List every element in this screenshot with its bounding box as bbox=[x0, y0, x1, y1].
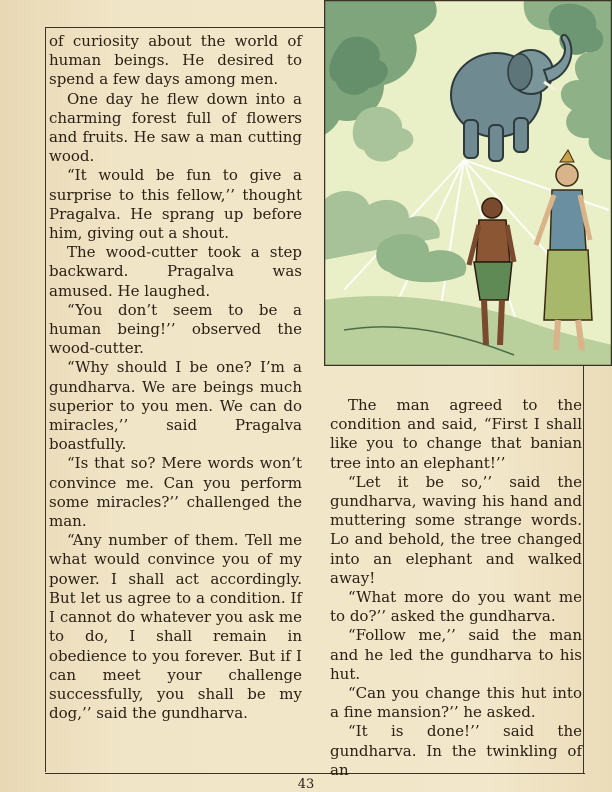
paragraph: “Can you change this hut into a fine mansion?’’ he asked. bbox=[330, 684, 582, 722]
paragraph: The wood-cutter took a step backward. Pragalva was amused. He laughed. bbox=[49, 243, 302, 300]
story-illustration bbox=[324, 0, 612, 366]
paragraph: “Follow me,’’ said the man and he led the gundharva to his hut. bbox=[330, 626, 582, 683]
illustration-drawing bbox=[324, 0, 612, 366]
paragraph: “What more do you want me to do?’’ asked the gundharva. bbox=[330, 588, 582, 626]
paragraph: of curiosity about the world of human beings. He desired to spend a few days among men. bbox=[49, 32, 302, 89]
paragraph: “You don’t seem to be a human being!’’ observed the wood-cutter. bbox=[49, 300, 302, 358]
paragraph: “Is that so? Mere words won’t convince me. Can you perform some miracles?’’ challenged the man. bbox=[49, 454, 302, 531]
paragraph: One day he flew down into a charming forest full of flowers and fruits. He saw a man cutting wood. bbox=[49, 89, 302, 166]
paragraph: “It would be fun to give a surprise to this fellow,’’ thought Pragalva. He sprang up before him, giving out a shout. bbox=[49, 166, 302, 243]
paragraph: “Any number of them. Tell me what would convince you of my power. I shall act accordingly. But let us agree to a condition. If I cannot do whatever you ask me to do, I shall remain in obedience to you forever. But if I can meet your challenge successfully, you shall be my dog,’’ said the gundharva. bbox=[49, 531, 302, 723]
left-text-column bbox=[49, 32, 302, 723]
right-text-column bbox=[330, 396, 582, 780]
paragraph: “Let it be so,’’ said the gundharva, waving his hand and muttering some strange words. Lo and behold, the tree changed into an elephant and walked away! bbox=[330, 472, 582, 587]
top-rule bbox=[45, 27, 325, 28]
paragraph: The man agreed to the condition and said, “First I shall like you to change that banian tree into an elephant!’’ bbox=[330, 396, 582, 472]
left-rule bbox=[45, 27, 46, 772]
page-number: 43 bbox=[297, 777, 315, 792]
paragraph: “It is done!’’ said the gundharva. In the twinkling of an bbox=[330, 722, 582, 779]
right-rule bbox=[583, 366, 584, 773]
paragraph: “Why should I be one? I’m a gundharva. We are beings much superior to you men. We can do miracles,’’ said Pragalva boastfully. bbox=[49, 358, 302, 454]
